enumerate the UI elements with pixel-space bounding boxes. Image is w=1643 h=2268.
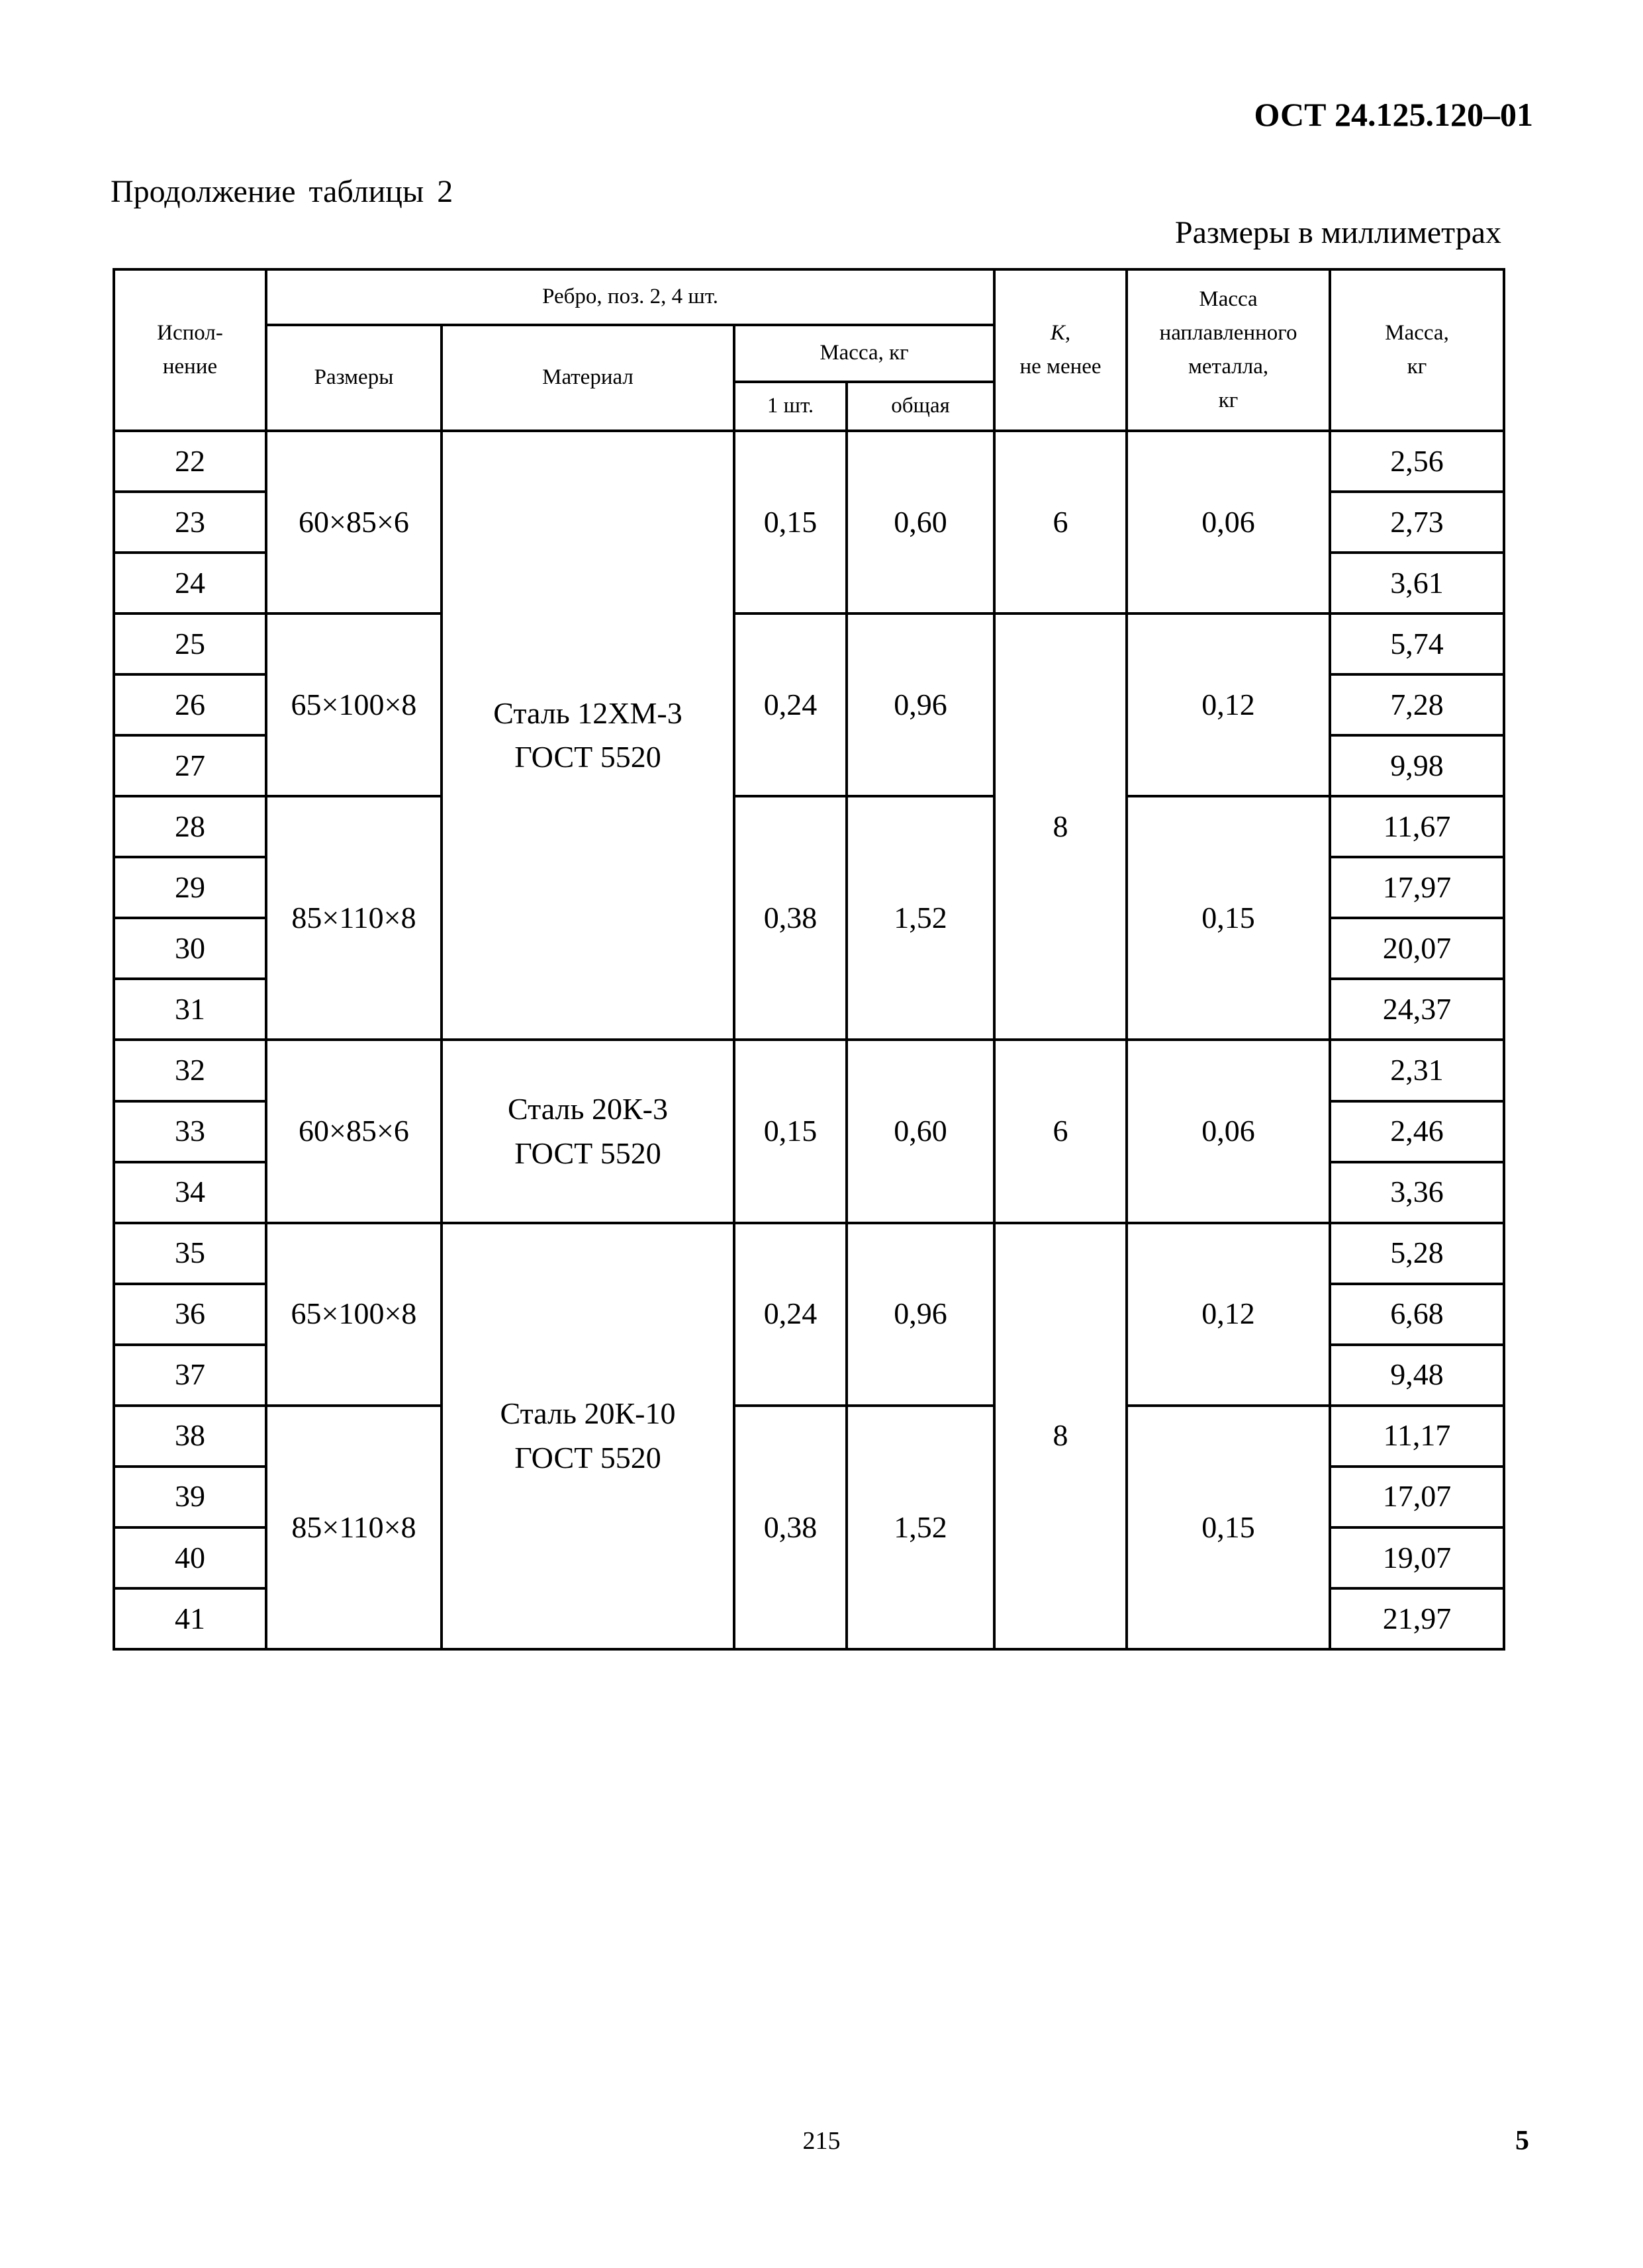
header-weld-mass: Масса наплавленного металла, кг: [1127, 269, 1330, 431]
table-continuation-caption: Продолжение таблицы 2: [111, 174, 453, 209]
header-total: общая: [847, 382, 994, 431]
k-cell: 6: [994, 431, 1127, 613]
mass-total-cell: 1,52: [847, 1406, 994, 1649]
razmery-cell: 60×85×6: [266, 1040, 442, 1222]
header-razmery: Размеры: [266, 325, 442, 431]
table-row: [114, 613, 1504, 674]
mass-cell: 5,28: [1330, 1223, 1504, 1284]
header-one-pc: 1 шт.: [734, 382, 847, 431]
ispolnenie-cell: 30: [114, 918, 266, 979]
header-rebro: Ребро, поз. 2, 4 шт.: [266, 269, 994, 325]
mass-cell: 9,98: [1330, 735, 1504, 796]
mass-cell: 17,07: [1330, 1467, 1504, 1527]
razmery-cell: 65×100×8: [266, 613, 442, 796]
mass-total-cell: 1,52: [847, 796, 994, 1040]
ispolnenie-cell: 28: [114, 796, 266, 857]
ispolnenie-cell: 39: [114, 1467, 266, 1527]
ispolnenie-cell: 23: [114, 492, 266, 553]
mass-cell: 17,97: [1330, 857, 1504, 918]
mass-one-cell: 0,15: [734, 431, 847, 613]
razmery-cell: 85×110×8: [266, 796, 442, 1040]
header-k-sub: не менее: [1019, 355, 1102, 379]
ispolnenie-cell: 26: [114, 674, 266, 735]
header-massa-kg: Масса, кг: [734, 325, 994, 382]
table-row: [114, 1223, 1504, 1284]
table-row: [114, 431, 1504, 492]
header-ispolnenie: Испол- нение: [114, 269, 266, 431]
mass-cell: 2,31: [1330, 1040, 1504, 1101]
k-cell: 8: [994, 1223, 1127, 1649]
mass-cell: 21,97: [1330, 1588, 1504, 1649]
mass-total-cell: 0,96: [847, 613, 994, 796]
razmery-cell: 60×85×6: [266, 431, 442, 613]
mass-one-cell: 0,15: [734, 1040, 847, 1222]
spec-table: [113, 268, 1505, 1651]
ispolnenie-cell: 29: [114, 857, 266, 918]
ispolnenie-cell: 40: [114, 1527, 266, 1588]
mass-one-cell: 0,38: [734, 796, 847, 1040]
mass-total-cell: 0,60: [847, 431, 994, 613]
mass-cell: 5,74: [1330, 613, 1504, 674]
ispolnenie-cell: 31: [114, 979, 266, 1040]
mass-cell: 11,17: [1330, 1406, 1504, 1467]
mass-cell: 24,37: [1330, 979, 1504, 1040]
header-mass: Масса, кг: [1330, 269, 1504, 431]
table-row: [114, 1040, 1504, 1101]
ispolnenie-cell: 22: [114, 431, 266, 492]
units-note: Размеры в миллиметрах: [1174, 215, 1501, 250]
razmery-cell: 85×110×8: [266, 1406, 442, 1649]
mass-cell: 7,28: [1330, 674, 1504, 735]
header-k: [994, 269, 1127, 431]
ispolnenie-cell: 38: [114, 1406, 266, 1467]
ispolnenie-cell: 41: [114, 1588, 266, 1649]
mass-one-cell: 0,38: [734, 1406, 847, 1649]
mass-total-cell: 0,96: [847, 1223, 994, 1406]
table-row: [114, 1406, 1504, 1467]
k-cell: 6: [994, 1040, 1127, 1222]
razmery-cell: 65×100×8: [266, 1223, 442, 1406]
material-cell: Сталь 20К-10 ГОСТ 5520: [442, 1223, 734, 1649]
weld-mass-cell: 0,15: [1127, 1406, 1330, 1649]
document-code: ОСТ 24.125.120–01: [1254, 96, 1533, 133]
material-cell: Сталь 12ХМ-3 ГОСТ 5520: [442, 431, 734, 1040]
k-cell: 8: [994, 613, 1127, 1040]
mass-cell: 3,36: [1330, 1162, 1504, 1223]
mass-cell: 2,73: [1330, 492, 1504, 553]
ispolnenie-cell: 27: [114, 735, 266, 796]
header-material: Материал: [442, 325, 734, 431]
ispolnenie-cell: 34: [114, 1162, 266, 1223]
ispolnenie-cell: 33: [114, 1101, 266, 1162]
mass-cell: 3,61: [1330, 553, 1504, 613]
mass-one-cell: 0,24: [734, 1223, 847, 1406]
mass-cell: 11,67: [1330, 796, 1504, 857]
table-row: [114, 796, 1504, 857]
mass-total-cell: 0,60: [847, 1040, 994, 1222]
mass-cell: 20,07: [1330, 918, 1504, 979]
weld-mass-cell: 0,06: [1127, 1040, 1330, 1222]
ispolnenie-cell: 36: [114, 1284, 266, 1345]
ispolnenie-cell: 24: [114, 553, 266, 613]
ispolnenie-cell: 37: [114, 1345, 266, 1406]
mass-cell: 2,46: [1330, 1101, 1504, 1162]
weld-mass-cell: 0,15: [1127, 796, 1330, 1040]
mass-cell: 6,68: [1330, 1284, 1504, 1345]
mass-one-cell: 0,24: [734, 613, 847, 796]
mass-cell: 9,48: [1330, 1345, 1504, 1406]
weld-mass-cell: 0,06: [1127, 431, 1330, 613]
page-number: 215: [802, 2127, 841, 2155]
mass-cell: 2,56: [1330, 431, 1504, 492]
mass-cell: 19,07: [1330, 1527, 1504, 1588]
weld-mass-cell: 0,12: [1127, 1223, 1330, 1406]
header-k-symbol: K,: [1050, 320, 1071, 345]
ispolnenie-cell: 35: [114, 1223, 266, 1284]
ispolnenie-cell: 32: [114, 1040, 266, 1101]
ispolnenie-cell: 25: [114, 613, 266, 674]
material-cell: Сталь 20К-3 ГОСТ 5520: [442, 1040, 734, 1222]
weld-mass-cell: 0,12: [1127, 613, 1330, 796]
sheet-number: 5: [1515, 2126, 1529, 2156]
